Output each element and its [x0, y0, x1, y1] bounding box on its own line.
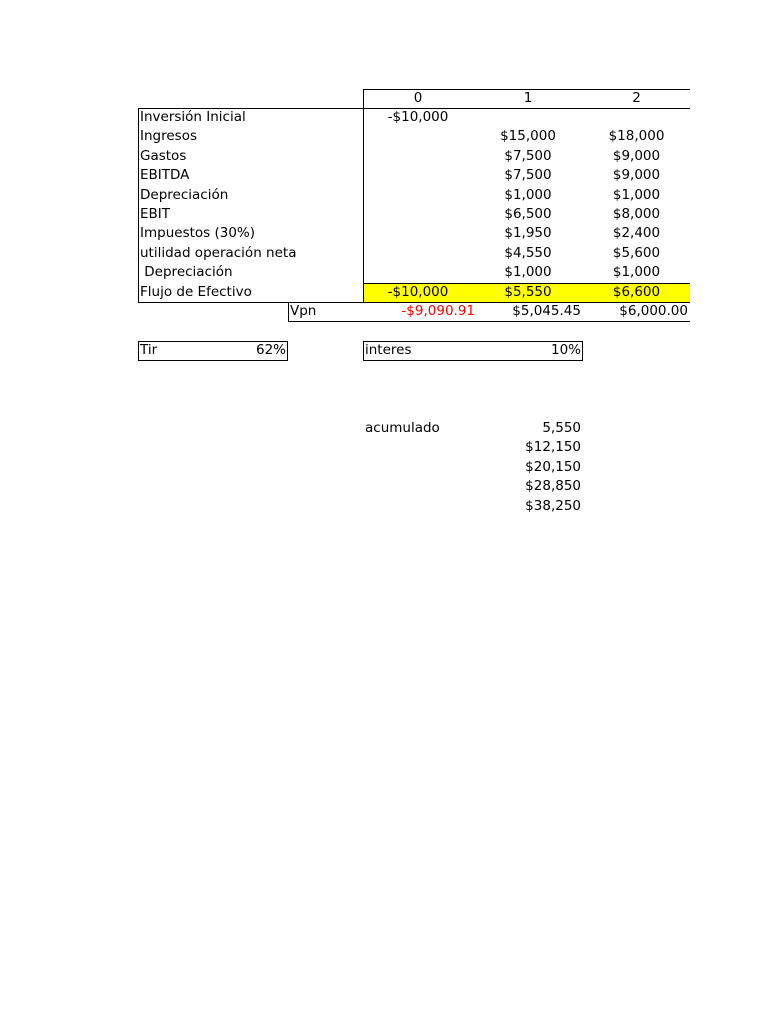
row-value-ebit-1[interactable]: $6,500 [504, 206, 552, 222]
vpn-value-2[interactable]: $6,000.00 [619, 303, 688, 319]
row-value-ebit-2[interactable]: $8,000 [612, 206, 661, 222]
header-col-0[interactable]: 0 [413, 90, 423, 106]
row-value-inversion-0[interactable]: -$10,000 [387, 109, 449, 125]
row-label-ebit[interactable]: EBIT [140, 206, 171, 222]
acumulado-value[interactable]: $12,150 [525, 439, 581, 455]
row-value-ingresos-1[interactable]: $15,000 [500, 128, 556, 144]
row-value-ingresos-2[interactable]: $18,000 [608, 128, 665, 144]
vpn-value-0[interactable]: -$9,090.91 [401, 303, 475, 319]
row-value-ebitda-1[interactable]: $7,500 [504, 167, 552, 183]
tir-value[interactable]: 62% [255, 342, 286, 358]
header-col-2[interactable]: 2 [632, 90, 641, 106]
row-label-ebitda[interactable]: EBITDA [140, 167, 190, 183]
row-label-utilidad[interactable]: utilidad operación neta [140, 245, 297, 261]
acumulado-label[interactable]: acumulado [365, 420, 440, 436]
interes-value[interactable]: 10% [550, 342, 581, 358]
border-left-vpn [288, 302, 289, 321]
acumulado-value[interactable]: $38,250 [525, 498, 581, 514]
header-col-1[interactable]: 1 [523, 90, 533, 106]
row-value-depreciacion-1[interactable]: $1,000 [504, 187, 552, 203]
border-bottom-vpn [288, 321, 690, 322]
row-label-depreciacion[interactable]: Depreciación [140, 187, 229, 203]
row-value-depreciacion-2[interactable]: $1,000 [612, 187, 661, 203]
row-label-impuestos[interactable]: Impuestos (30%) [140, 225, 256, 241]
row-label-gastos[interactable]: Gastos [140, 148, 187, 164]
row-value-flujo-1[interactable]: $5,550 [504, 284, 552, 300]
acumulado-value[interactable]: $28,850 [525, 478, 581, 494]
row-value-depreciacion2-2[interactable]: $1,000 [612, 264, 661, 280]
row-value-flujo-2[interactable]: $6,600 [612, 284, 661, 300]
row-value-utilidad-2[interactable]: $5,600 [612, 245, 661, 261]
row-value-depreciacion2-1[interactable]: $1,000 [504, 264, 552, 280]
row-value-gastos-2[interactable]: $9,000 [612, 148, 661, 164]
row-value-impuestos-2[interactable]: $2,400 [612, 225, 661, 241]
row-value-gastos-1[interactable]: $7,500 [504, 148, 552, 164]
row-label-flujo[interactable]: Flujo de Efectivo [140, 284, 252, 300]
row-value-utilidad-1[interactable]: $4,550 [504, 245, 552, 261]
row-label-ingresos[interactable]: Ingresos [140, 128, 197, 144]
acumulado-value[interactable]: 5,550 [542, 420, 581, 436]
row-value-impuestos-1[interactable]: $1,950 [504, 225, 552, 241]
row-value-flujo-0[interactable]: -$10,000 [387, 284, 449, 300]
row-label-inversion[interactable]: Inversión Inicial [140, 109, 246, 125]
interes-label[interactable]: interes [365, 342, 412, 358]
border-left-table [138, 108, 139, 302]
vpn-label[interactable]: Vpn [290, 303, 317, 319]
vpn-value-1[interactable]: $5,045.45 [512, 303, 581, 319]
acumulado-value[interactable]: $20,150 [525, 459, 581, 475]
row-value-ebitda-2[interactable]: $9,000 [612, 167, 661, 183]
tir-label[interactable]: Tir [140, 342, 158, 358]
row-label-depreciacion-2[interactable]: Depreciación [140, 264, 233, 280]
